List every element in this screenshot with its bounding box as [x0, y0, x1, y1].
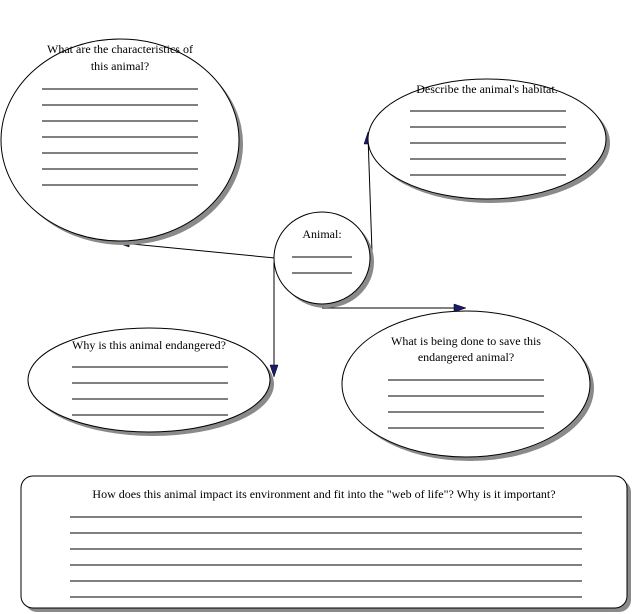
saving-prompt-line1: What is being done to save this	[391, 334, 541, 348]
arrow-to-characteristics	[122, 243, 275, 258]
habitat-bubble	[368, 79, 610, 203]
saving-bubble	[342, 311, 594, 461]
center-label: Animal:	[302, 227, 342, 241]
impact-box	[21, 476, 631, 612]
center-animal-circle	[274, 212, 374, 308]
habitat-prompt: Describe the animal's habitat.	[416, 82, 558, 96]
endangered-bubble	[28, 328, 274, 436]
endangered-prompt: Why is this animal endangered?	[72, 338, 226, 352]
saving-prompt-line2: endangered animal?	[417, 350, 515, 364]
impact-prompt: How does this animal impact its environment and fit into the "web of life"? Why is it important?	[92, 487, 556, 501]
characteristics-prompt-line2: this animal?	[90, 59, 150, 73]
characteristics-prompt-line1: What are the characteristics of	[47, 42, 193, 56]
characteristics-bubble	[1, 39, 243, 245]
